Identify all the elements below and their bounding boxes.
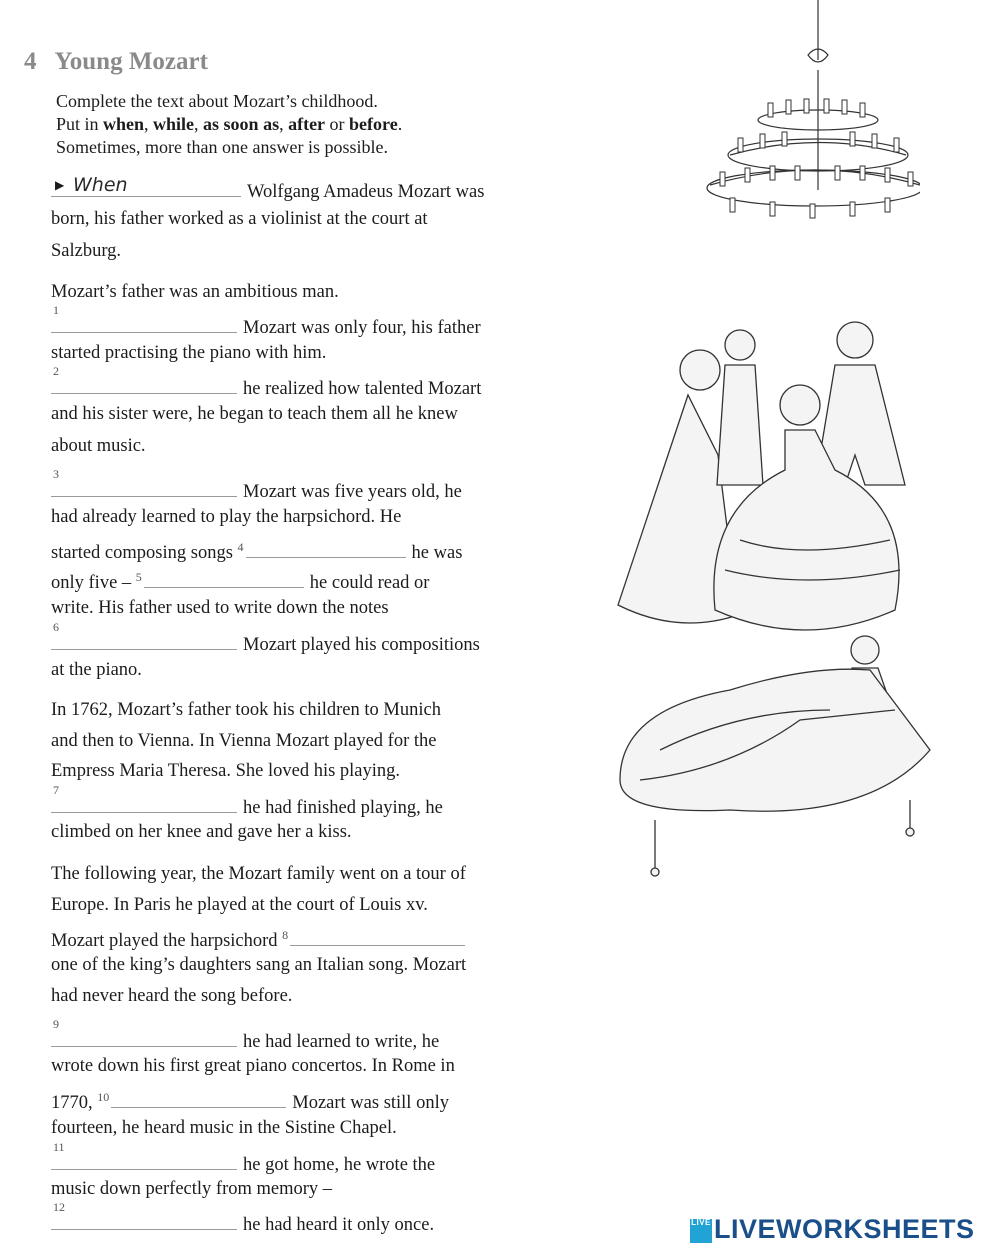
gap-8[interactable] xyxy=(290,925,465,946)
word-while: while xyxy=(153,114,195,134)
gap-2[interactable]: 2 xyxy=(51,373,237,394)
text-line: only five – $^5$ he could read or xyxy=(51,567,429,594)
example-answer: When xyxy=(73,174,128,196)
answer-input-6[interactable] xyxy=(57,629,237,648)
exercise-heading xyxy=(24,48,208,76)
gap-12[interactable]: 12 xyxy=(51,1209,237,1230)
instructions xyxy=(56,90,402,159)
text-line: about music. xyxy=(51,436,146,456)
chandelier-illustration xyxy=(690,0,920,220)
text-line: wrote down his first great piano concertos. In Rome in xyxy=(51,1056,455,1076)
instruction-line-2: Put in when, while, as soon as, after or before. xyxy=(56,114,403,134)
exercise-title: Young Mozart xyxy=(54,48,208,75)
text-line: 6 Mozart played his compositions xyxy=(53,620,480,655)
text-line: 11 he got home, he wrote the xyxy=(53,1140,436,1175)
gap-4[interactable] xyxy=(246,537,406,558)
text-line: had never heard the song before. xyxy=(51,986,293,1006)
word-after: after xyxy=(288,114,326,134)
answer-input-12[interactable] xyxy=(57,1209,237,1228)
instruction-line-3: Sometimes, more than one answer is possible. xyxy=(56,137,388,157)
text-line: and then to Vienna. In Vienna Mozart played for the xyxy=(51,731,437,751)
answer-input-4[interactable] xyxy=(252,537,406,556)
answer-input-9[interactable] xyxy=(57,1026,237,1045)
gap-5[interactable] xyxy=(144,567,304,588)
instruction-line-1: Complete the text about Mozart’s childhood. xyxy=(56,91,378,111)
text-line: Mozart played the harpsichord $^8$ xyxy=(51,925,471,952)
gap-1[interactable]: 1 xyxy=(51,312,237,333)
mozart-court-illustration xyxy=(600,310,960,880)
text-line: Empress Maria Theresa. She loved his playing. xyxy=(51,761,401,781)
answer-input-3[interactable] xyxy=(57,476,237,495)
answer-input-10[interactable] xyxy=(117,1087,286,1106)
answer-input-8[interactable] xyxy=(296,925,465,944)
text-line: born, his father worked as a violinist at the court at xyxy=(51,209,428,229)
text-line: 2 he realized how talented Mozart xyxy=(53,364,482,399)
text-line: climbed on her knee and gave her a kiss. xyxy=(51,822,352,842)
gap-10[interactable] xyxy=(111,1087,286,1108)
text-line: 1 Mozart was only four, his father xyxy=(53,303,481,338)
answer-input-2[interactable] xyxy=(57,373,237,392)
exercise-number: 4 xyxy=(24,48,37,75)
text-line: 1770, $^{10}$ Mozart was still only xyxy=(51,1087,449,1114)
footer-brand-text: LIVEWORKSHEETS xyxy=(714,1214,975,1244)
text-line: at the piano. xyxy=(51,660,142,680)
text-line: Salzburg. xyxy=(51,241,122,261)
text-line: and his sister were, he began to teach them all he knew xyxy=(51,404,458,424)
text-line: fourteen, he heard music in the Sistine Chapel. xyxy=(51,1118,397,1138)
footer-brand xyxy=(690,1214,975,1245)
word-when: when xyxy=(103,114,145,134)
text-line: music down perfectly from memory – xyxy=(51,1179,333,1199)
text-line: 3 Mozart was five years old, he xyxy=(53,467,462,502)
gap-11[interactable]: 11 xyxy=(51,1149,237,1170)
text-line: write. His father used to write down the notes xyxy=(51,598,389,618)
text-line: Mozart’s father was an ambitious man. xyxy=(51,282,339,302)
answer-input-1[interactable] xyxy=(57,312,237,331)
gap-9[interactable]: 9 xyxy=(51,1026,237,1047)
text-line: 12 he had heard it only once. xyxy=(53,1200,435,1235)
liveworksheets-logo: LIVE xyxy=(690,1219,712,1243)
text-line: In 1762, Mozart’s father took his children to Munich xyxy=(51,700,441,720)
word-as-soon-as: as soon as xyxy=(203,114,280,134)
example-blank: ▶ When xyxy=(51,176,241,197)
gap-6[interactable]: 6 xyxy=(51,629,237,650)
answer-input-11[interactable] xyxy=(57,1149,237,1168)
text-line: started practising the piano with him. xyxy=(51,343,327,363)
text-line: one of the king’s daughters sang an Italian song. Mozart xyxy=(51,955,467,975)
text-line: 9 he had learned to write, he xyxy=(53,1017,440,1052)
text-line: The following year, the Mozart family went on a tour of xyxy=(51,864,466,884)
text-line: had already learned to play the harpsichord. He xyxy=(51,507,402,527)
answer-input-7[interactable] xyxy=(57,792,237,811)
word-before: before xyxy=(349,114,398,134)
text-line: started composing songs $^4$ he was xyxy=(51,537,462,564)
gap-3[interactable]: 3 xyxy=(51,476,237,497)
answer-input-5[interactable] xyxy=(150,567,304,586)
text-line: Europe. In Paris he played at the court of Louis xv. xyxy=(51,895,428,915)
gap-7[interactable]: 7 xyxy=(51,792,237,813)
text-line: 7 he had finished playing, he xyxy=(53,783,443,818)
text-line: ▶ When Wolfgang Amadeus Mozart was xyxy=(51,176,484,203)
